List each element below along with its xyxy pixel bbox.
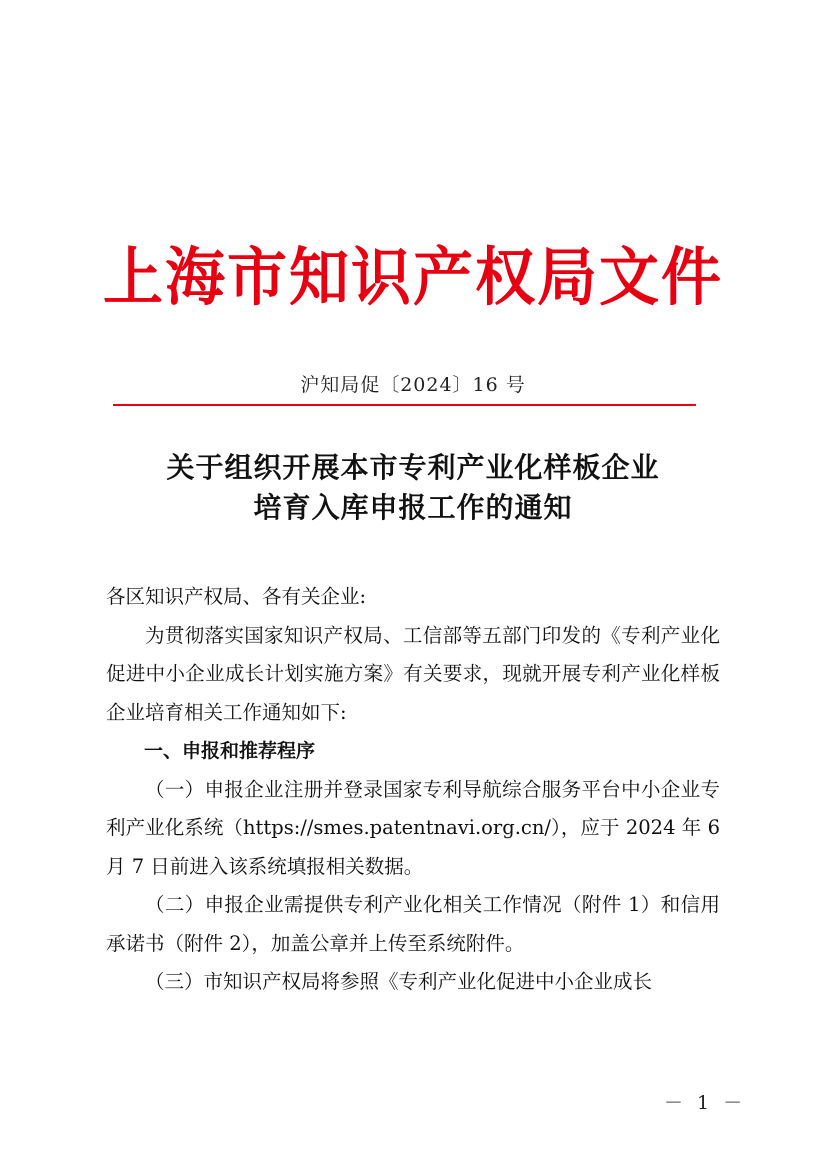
item-paragraph-2: （二）申报企业需提供专利产业化相关工作情况（附件 1）和信用承诺书（附件 2），加盖公章并上传至系统附件。 bbox=[106, 893, 720, 955]
notice-title bbox=[0, 448, 826, 528]
notice-title-line-2: 培育入库申报工作的通知 bbox=[253, 491, 573, 524]
item-paragraph-3: （三）市知识产权局将参照《专利产业化促进中小企业成长 bbox=[145, 970, 653, 993]
salutation: 各区知识产权局、各有关企业: bbox=[106, 585, 367, 608]
notice-title-line-1: 关于组织开展本市专利产业化样板企业 bbox=[166, 451, 660, 484]
section-heading-1: 一、申报和推荐程序 bbox=[144, 740, 316, 762]
intro-paragraph: 为贯彻落实国家知识产权局、工信部等五部门印发的《专利产业化促进中小企业成长计划实施方案》有关要求，现就开展专利产业化样板企业培育相关工作通知如下: bbox=[106, 623, 720, 724]
issuer-header-title: 上海市知识产权局文件 bbox=[103, 241, 723, 315]
document-number: 沪知局促〔2024〕16 号 bbox=[300, 374, 526, 396]
page-number: － 1 － bbox=[664, 1092, 747, 1114]
item-paragraph-1: （一）申报企业注册并登录国家专利导航综合服务平台中小企业专利产业化系统（https://smes.patentnavi.org.cn/），应于 2024 年 6 月 7 日前进入该系统填报相关数据。 bbox=[106, 777, 720, 878]
red-divider-line bbox=[113, 404, 696, 406]
notice-body bbox=[106, 578, 720, 1002]
